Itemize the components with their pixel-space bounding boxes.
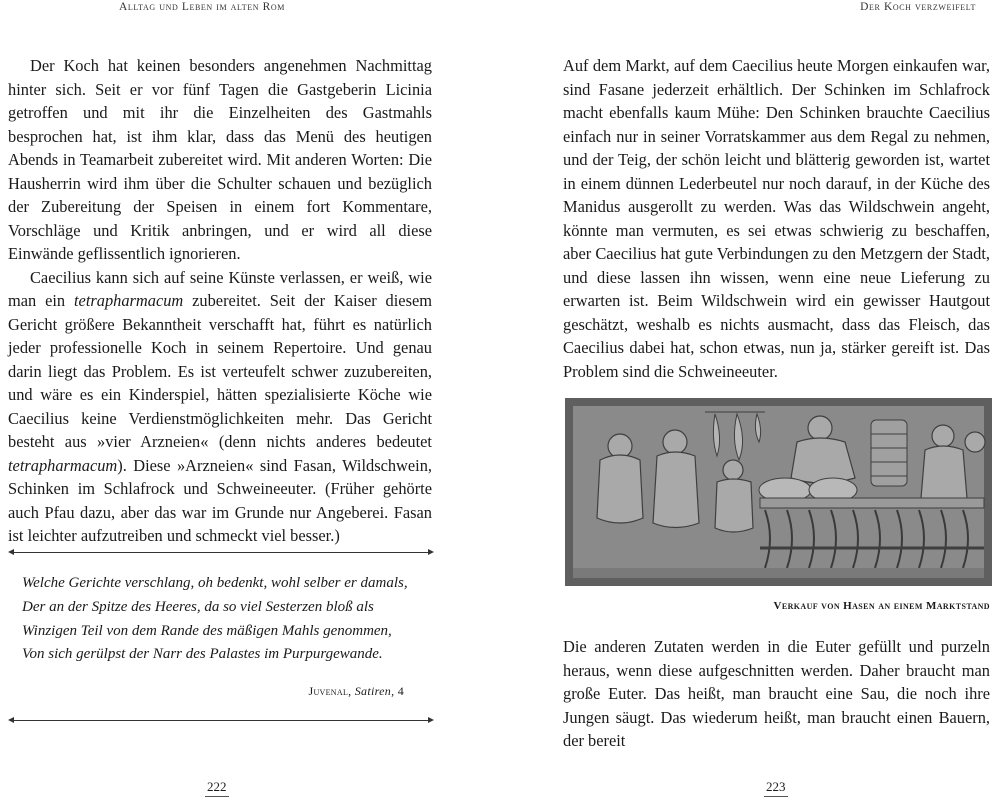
- page-number-right: 223: [766, 779, 786, 794]
- quote-author: Juvenal,: [308, 684, 352, 698]
- term-tetrapharmacum: tetrapharmacum: [8, 455, 118, 475]
- paragraph-2: Caecilius kann sich auf seine Künste verlassen, er weiß, wie man ein tetrapharmacum zubereitet. Seit der Kaiser diesem Gericht größere Bekanntheit verschafft hat, führt es natürlich jeder professionelle Koch in seinem Repertoire. Und genau darin liegt das Problem. Es ist verteufelt schwer zuzubereiten, und wäre es ein Kinderspiel, hätten spezialisierte Köche wie Caecilius keine Verdienstmöglichkeiten mehr. Das Gericht besteht aus »vier Arzneien« (denn nichts anderes bedeutet tetrapharmacum). Diese »Arzneien« sind Fasan, Wildschwein, Schinken im Schlafrock und Schweineeuter. (Früher gehörte auch Pfau dazu, aber das war im Grunde nur Angeberei. Fasan ist leichter aufzutreiben und schmeckt viel besser.): [8, 267, 432, 545]
- running-head-right: Der Koch verzweifelt: [860, 1, 976, 13]
- paragraph-3: Auf dem Markt, auf dem Caecilius heute Morgen einkaufen war, sind Fasane jederzeit erhältlich. Der Schinken im Schlafrock macht ebenfalls kaum Mühe: Den Schinken brauchte Caecilius einfach nur in seiner Vorratskammer aus dem Regal zu nehmen, und der Teig, der schön leicht und blätterig geworden ist, wartet in einem dünnen Lederbeutel nur noch darauf, in der Küche des Manidus ausgerollt zu werden. Was das Wildschwein angeht, könnte man vermuten, es sei etwas schwierig zu beschaffen, aber Caecilius hat gute Verbindungen zu den Metzgern der Stadt, und diese lassen ihn wissen, wenn eine neue Lieferung zu erwarten ist. Beim Wildschwein wird ein gewisser Hautgout geschätzt, weshalb es nichts ausmacht, dass das Fleisch, das Caecilius dabei hat, schon etwas, nun ja, stärker gereift ist. Das Problem sind die Schweineeuter.: [563, 56, 990, 381]
- paragraph-4: Die anderen Zutaten werden in die Euter gefüllt und purzeln heraus, wenn diese aufgeschnitten werden. Daher braucht man große Euter. Das heißt, man braucht eine Sau, die noch ihre Jungen säugt. Das wiederum heißt, man braucht einen Bauern, der bereit: [563, 637, 990, 750]
- quote-rule-bottom: [12, 720, 430, 721]
- quote-line: Welche Gerichte verschlang, oh bedenkt, wohl selber er damals,: [22, 575, 408, 591]
- quote-work: Satiren,: [354, 684, 395, 698]
- relief-image: [565, 398, 992, 586]
- quote-attribution: [224, 684, 404, 699]
- right-body-text-bottom: [563, 635, 990, 753]
- paragraph-1: Der Koch hat keinen besonders angenehmen Nachmittag hinter sich. Seit er vor fünf Tagen die Gastgeberin Licinia getroffen und mit ihr die Einzelheiten des Gastmahls besprochen hat, ist ihm klar, dass das Menü des heutigen Abends in Teamarbeit zubereitet wird. Mit anderen Worten: Die Hausherrin wird ihm über die Schulter schauen und bezüglich der Zubereitung der Speisen in einem fort Kommentare, Vorschläge und Kritik anbringen, und er wird all diese Einwände geflissentlich ignorieren.: [8, 56, 432, 263]
- right-page: [500, 0, 1000, 800]
- folio-rule-left: [205, 796, 229, 797]
- quote-line: Der an der Spitze des Heeres, da so viel Sesterzen bloß als: [22, 598, 374, 615]
- quote-rule-top: [12, 552, 430, 553]
- right-body-text-top: [563, 54, 990, 383]
- left-body-text: [8, 54, 432, 548]
- running-head-left: Alltag und Leben im alten Rom: [119, 1, 285, 13]
- figure-caption: Verkauf von Hasen an einem Marktstand: [773, 600, 990, 612]
- term-tetrapharmacum: tetrapharmacum: [74, 291, 184, 310]
- quote-number: 4: [397, 684, 404, 698]
- quote-line: Winzigen Teil von dem Rande des mäßigen Mahls genommen,: [22, 622, 392, 639]
- quote-line: Von sich gerülpst der Narr des Palastes im Purpurgewande.: [22, 646, 383, 663]
- folio-rule-right: [764, 796, 788, 797]
- relief-illustration: [565, 398, 992, 586]
- page-number-left: 222: [207, 779, 227, 794]
- quote-block: [22, 572, 432, 667]
